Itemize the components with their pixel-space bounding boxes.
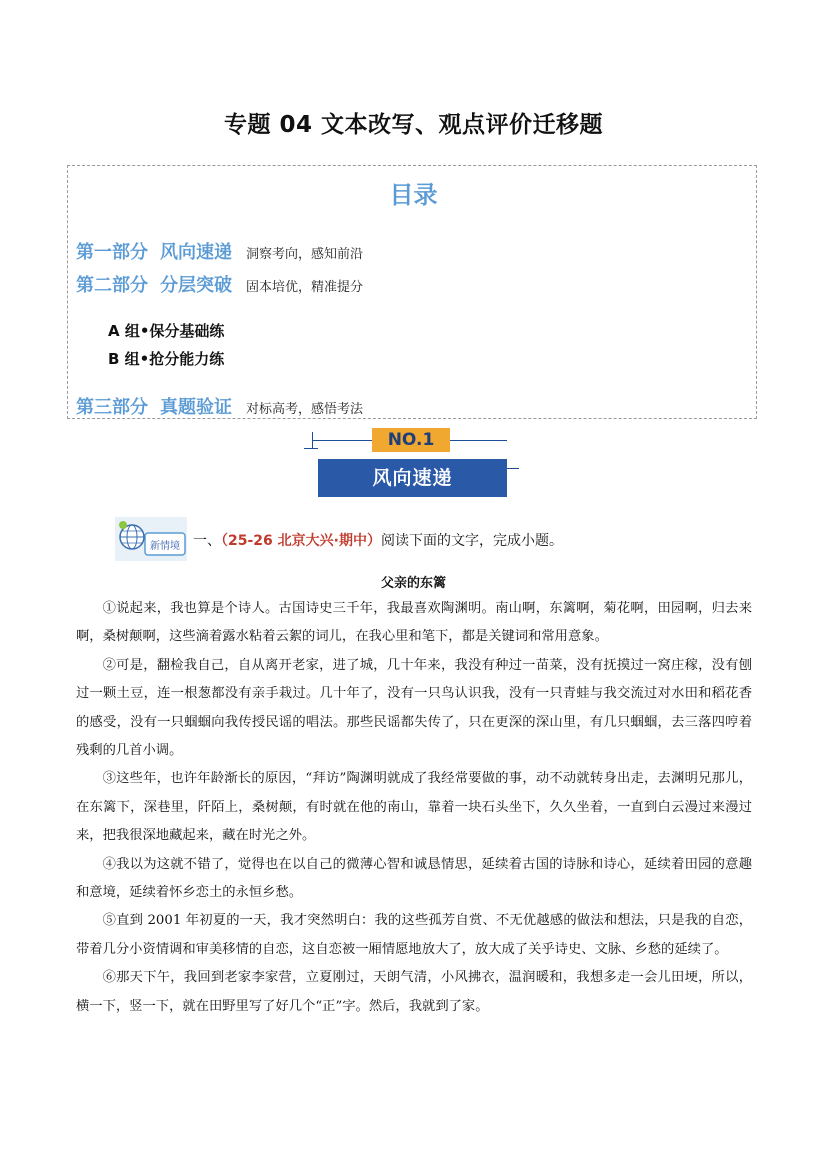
new-context-icon [115, 517, 187, 561]
toc-sub-a: A 组•保分基础练 [108, 322, 225, 340]
essay-paragraph-6: ⑥那天下午，我回到老家李家营，立夏刚过，天朗气清，小风拂衣，温润暖和，我想多走一会儿田埂，所以，横一下，竖一下，就在田野里写了好几个“正”字。然后，我就到了家。 [76, 970, 752, 1014]
essay-title: 父亲的东篱 [380, 576, 446, 591]
toc-part-1 [76, 238, 363, 264]
essay-body [76, 595, 752, 1021]
toc-part-desc: 固本培优，精准提分 [246, 280, 364, 295]
toc-heading: 目录 [389, 181, 438, 209]
icon-label: 新情境 [150, 541, 180, 552]
toc-part-desc: 洞察考向，感知前沿 [246, 247, 364, 262]
banner-tick-left [312, 432, 313, 448]
toc-part-name: 真题验证 [160, 397, 232, 418]
banner-line-side-left [304, 448, 318, 449]
toc-part-name: 分层突破 [160, 275, 232, 296]
banner-label: 风向速递 [318, 459, 507, 497]
essay-paragraph-4: ④我以为这就不错了，觉得也在以自己的微薄心智和诚恳情思，延续着古国的诗脉和诗心，延续着田园的意趣和意境，延续着怀乡恋土的永恒乡愁。 [76, 856, 752, 901]
banner-number: NO.1 [372, 428, 450, 452]
question-prefix: 一、 [193, 533, 221, 549]
question-line [193, 530, 563, 550]
essay-paragraph-2: ②可是，翻检我自己，自从离开老家，进了城，几十年来，我没有种过一苗菜，没有抚摸过一窝庄稼，没有刨过一颗土豆，连一根葱都没有亲手栽过。几十年了，没有一只鸟认识我，没有一只青蛙与我交流过对水田和稻花香的感受，没有一只蝈蝈向我传授民谣的唱法。那些民谣都失传了，只在更深的深山里，有几只蝈蝈，去三落四哼着残剩的几首小调。 [76, 657, 752, 759]
toc-part-label: 第三部分 [76, 397, 148, 418]
toc-part-label: 第二部分 [76, 275, 148, 296]
banner-line-side-right [507, 468, 519, 469]
essay-paragraph-5: ⑤直到 2001 年初夏的一天，我才突然明白：我的这些孤芳自赏、不无优越感的做法和想法，只是我的自恋，带着几分小资情调和审美移情的自恋，这自恋被一厢情愿地放大了，放大成了关乎诗史、文脉、乡愁的延续了。 [76, 913, 752, 957]
page-title: 专题 04 文本改写、观点评价迁移题 [223, 112, 604, 138]
banner-line-right [450, 440, 507, 441]
question-source: （25-26 北京大兴·期中） [221, 533, 381, 549]
toc-part-3 [76, 393, 363, 419]
toc-part-name: 风向速递 [160, 242, 232, 263]
toc-part-label: 第一部分 [76, 242, 148, 263]
toc-part-desc: 对标高考，感悟考法 [246, 402, 364, 417]
banner-line-left [312, 440, 372, 441]
essay-paragraph-1: ①说起来，我也算是个诗人。古国诗史三千年，我最喜欢陶渊明。南山啊，东篱啊，菊花啊，田园啊，归去来啊，桑树颠啊，这些滴着露水粘着云絮的词儿，在我心里和笔下，都是关键词和常用意象。 [76, 601, 752, 645]
essay-paragraph-3: ③这些年，也许年龄渐长的原因，“拜访”陶渊明就成了我经常要做的事，动不动就转身出走，去渊明兄那儿，在东篱下，深巷里，阡陌上，桑树颠，有时就在他的南山，靠着一块石头坐下，久久坐着，一直到白云漫过来漫过来，把我很深地藏起来，藏在时光之外。 [76, 771, 752, 844]
toc-sub-b: B 组•抢分能力练 [108, 350, 225, 368]
question-instruction: 阅读下面的文字，完成小题。 [380, 533, 563, 549]
toc-part-2 [76, 271, 363, 297]
